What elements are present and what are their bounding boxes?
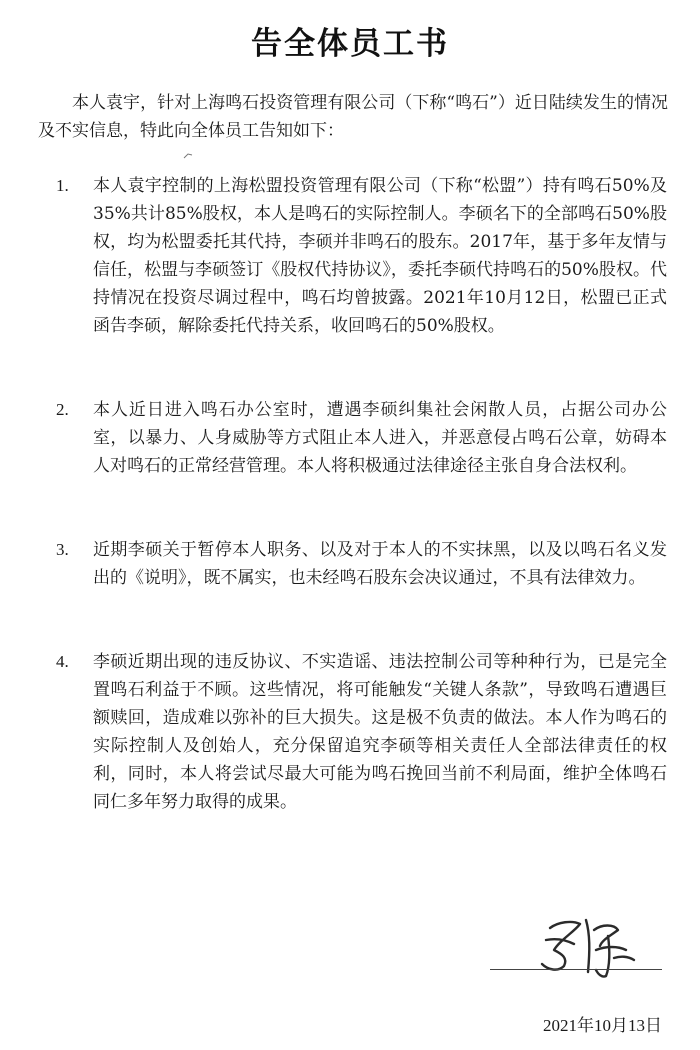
signature-line (490, 969, 662, 970)
document-title: 告全体员工书 (251, 26, 449, 62)
list-item-number: 3. (56, 540, 69, 559)
intro-paragraph: 本人袁宇，针对上海鸣石投资管理有限公司（下称“鸣石”）近日陆续发生的情况及不实信息，特此向全体员工告知如下： (38, 93, 668, 141)
stray-mark (183, 153, 193, 159)
list-item-number: 1. (56, 176, 69, 195)
list-item-number: 2. (56, 400, 69, 419)
list-item-text: 本人近日进入鸣石办公室时，遭遇李硕纠集社会闲散人员，占据公司办公室，以暴力、人身威胁等方式阻止本人进入，并恶意侵占鸣石公章，妨碍本人对鸣石的正常经营管理。本人将积极通过法律途径主张自身合法权利。 (93, 400, 667, 476)
list-item-number: 4. (56, 652, 69, 671)
document-date: 2021年10月13日 (543, 1016, 662, 1035)
list-item-text: 本人袁宇控制的上海松盟投资管理有限公司（下称“松盟”）持有鸣石50%及35%共计85%股权，本人是鸣石的实际控制人。李硕名下的全部鸣石50%股权，均为松盟委托其代持，李硕并非鸣石的股东。2017年，基于多年友情与信任，松盟与李硕签订《股权代持协议》，委托李硕代持鸣石的50%股权。代持情况在投资尽调过程中，鸣石均曾披露。2021年10月12日，松盟已正式函告李硕，解除委托代持关系，收回鸣石的50%股权。 (93, 176, 667, 336)
list-item-text: 李硕近期出现的违反协议、不实造谣、违法控制公司等种种行为，已是完全置鸣石利益于不顾。这些情况，将可能触发“关键人条款”，导致鸣石遭遇巨额赎回，造成难以弥补的巨大损失。这是极不负责的做法。本人作为鸣石的实际控制人及创始人，充分保留追究李硕等相关责任人全部法律责任的权利，同时，本人将尝试尽最大可能为鸣石挽回当前不利局面，维护全体鸣石同仁多年努力取得的成果。 (93, 652, 667, 812)
list-item-text: 近期李硕关于暂停本人职务、以及对于本人的不实抹黑，以及以鸣石名义发出的《说明》，既不属实，也未经鸣石股东会决议通过，不具有法律效力。 (93, 540, 667, 588)
